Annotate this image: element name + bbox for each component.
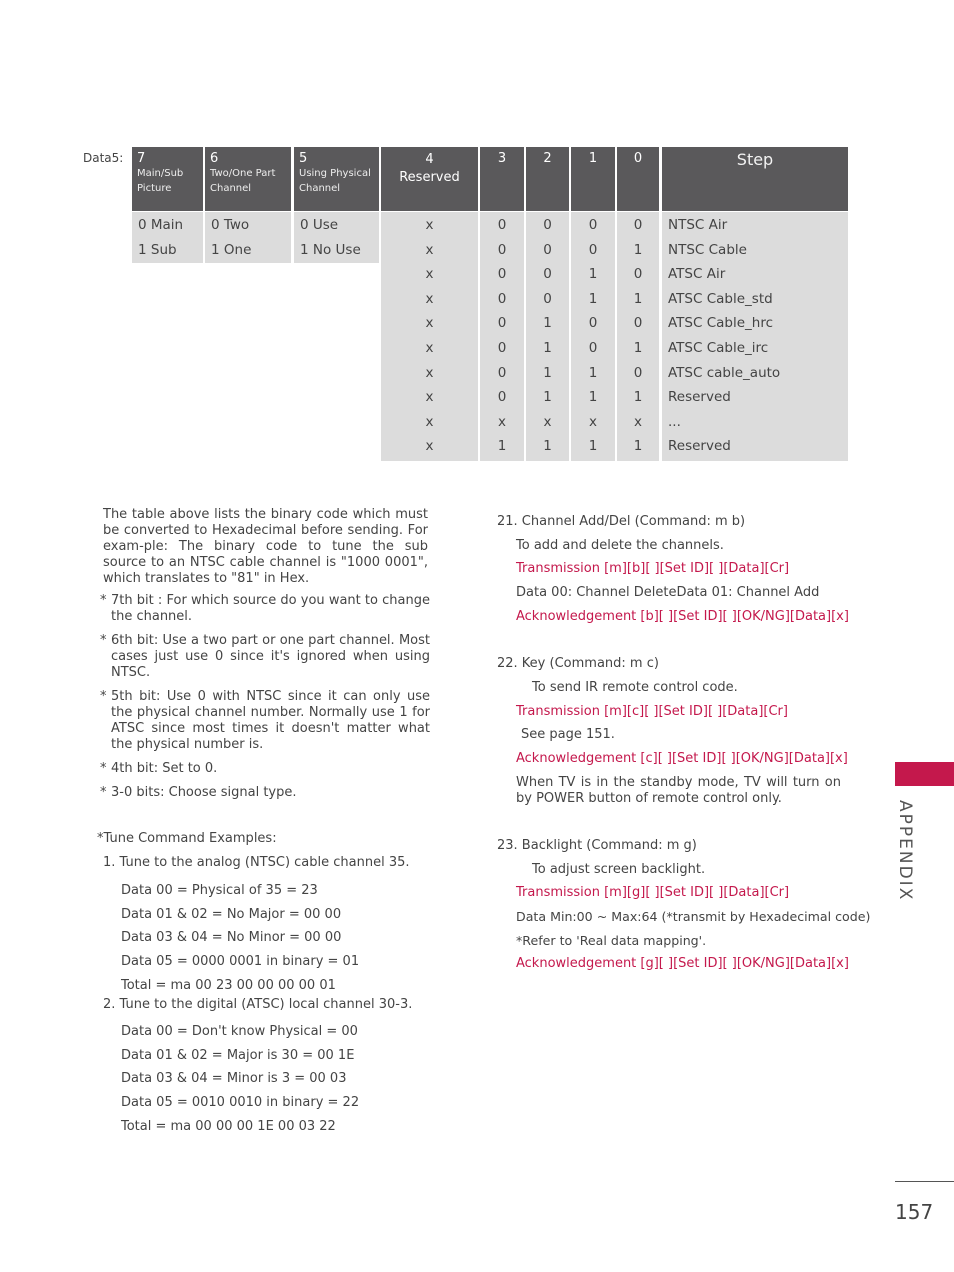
bit-note-text: 6th bit: Use a two part or one part channel. Most cases just use 0 since it's ignored when using NTSC.: [111, 633, 430, 680]
section-22-title: 22. Key (Command: m c): [497, 656, 659, 671]
example-2-lines: [121, 1020, 359, 1139]
table-cell: x: [425, 340, 434, 356]
table-header-bit: 7: [137, 151, 146, 166]
table-header-cell: [526, 147, 569, 211]
table-cell: 1: [588, 290, 598, 307]
table-cell: 1: [633, 438, 643, 455]
page-number: 157: [895, 1200, 934, 1224]
table-cell: x: [425, 315, 434, 332]
section-21-desc: To add and delete the channels.: [516, 538, 724, 553]
table-cell: ATSC Cable_std: [668, 290, 773, 307]
bit-note-text: 5th bit: Use 0 with NTSC since it can only use the physical channel number. Normally use 1 for ATSC since most times it doesn't matter what the physical number is.: [111, 689, 430, 752]
table-cell: 1: [588, 364, 598, 381]
table-cell: 0: [588, 315, 598, 332]
table-header-bit: 2: [543, 151, 552, 166]
table-cell: x: [425, 266, 434, 283]
table-header-cell: [381, 147, 478, 211]
example-1-title: 1. Tune to the analog (NTSC) cable channel 35.: [103, 855, 410, 870]
table-cell: 0: [543, 241, 552, 258]
table-cell: x: [634, 413, 642, 430]
section-23-ack: Acknowledgement [g][ ][Set ID][ ][OK/NG][Data][x]: [516, 956, 849, 971]
table-cell: 1 No Use: [300, 241, 361, 258]
section-21-transmission: Transmission [m][b][ ][Set ID][ ][Data][Cr]: [516, 561, 790, 576]
table-header-bit: 5: [299, 151, 308, 166]
table-cell: 1: [633, 241, 643, 258]
section-22-ack: Acknowledgement [c][ ][Set ID][ ][OK/NG][Data][x]: [516, 751, 848, 766]
example-line: Data 03 & 04 = No Minor = 00 00: [121, 930, 342, 946]
bit-note: * 7th bit : For which source do you want to change the channel.: [100, 593, 430, 624]
example-line: Data 05 = 0010 0010 in binary = 22: [121, 1095, 360, 1111]
bit-note-text: 4th bit: Set to 0.: [111, 761, 218, 776]
section-23-desc: To adjust screen backlight.: [532, 862, 706, 877]
table-cell: 1: [588, 266, 598, 283]
bit-note-text: 3-0 bits: Choose signal type.: [111, 785, 297, 800]
table-cell: 1: [588, 438, 598, 455]
example-line: Data 01 & 02 = Major is 30 = 00 1E: [121, 1047, 355, 1063]
table-cell: 0 Main: [138, 217, 184, 233]
table-cell: 0: [497, 340, 507, 356]
table-cell: 0: [497, 266, 507, 283]
table-header-cell: [294, 147, 379, 211]
table-cell: NTSC Air: [668, 217, 728, 233]
example-line: Data 01 & 02 = No Major = 00 00: [121, 906, 342, 922]
appendix-tab-bar: [895, 762, 954, 786]
example-line: Data 00 = Physical of 35 = 23: [121, 883, 318, 898]
table-cell: ATSC Cable_hrc: [668, 315, 774, 332]
bit-notes: [100, 593, 430, 801]
table-cell: 1: [633, 389, 643, 406]
bit-note-text: 7th bit : For which source do you want to change the channel.: [111, 593, 430, 624]
table-cell: 0 Use: [300, 217, 339, 233]
table-cell: 1: [543, 364, 552, 381]
table-header-cell: [205, 147, 291, 211]
table-header-label: Main/Sub Picture: [137, 168, 184, 194]
section-23-data: Data Min:00 ~ Max:64 (*transmit by Hexadecimal code): [516, 909, 871, 924]
appendix-tab-label: APPENDIX: [895, 800, 915, 902]
table-cell: 0: [633, 266, 643, 283]
table-cell: 1: [633, 340, 643, 356]
table-cell: 0: [543, 217, 552, 233]
table-cell: 0: [497, 364, 507, 381]
section-23-title: 23. Backlight (Command: m g): [497, 838, 697, 853]
table-header-label: Using Physical Channel: [299, 168, 371, 194]
example-1-lines: [121, 879, 359, 998]
table-cell: x: [425, 413, 434, 430]
section-22-desc: To send IR remote control code.: [532, 680, 738, 695]
table-cell: 1: [543, 315, 552, 332]
appendix-tab: [893, 800, 913, 910]
table-cell: 0: [588, 241, 598, 258]
example-line: Total = ma 00 00 00 1E 00 03 22: [121, 1118, 336, 1134]
table-cell: 0 Two: [211, 217, 250, 233]
table-cell: 1: [497, 438, 507, 455]
table-cell: x: [425, 290, 434, 307]
example-line: Data 00 = Don't know Physical = 00: [121, 1024, 358, 1039]
table-cell: 1: [633, 290, 643, 307]
example-line: Data 05 = 0000 0001 in binary = 01: [121, 954, 360, 970]
table-header-cell: [571, 147, 615, 211]
table-cell: 1: [543, 389, 552, 406]
table-cell: ...: [668, 413, 681, 430]
page-number-rule: [895, 1181, 954, 1182]
table-header-bit: 4: [425, 152, 434, 167]
table-header-bit: 6: [210, 151, 219, 166]
table-cell: 0: [633, 364, 643, 381]
section-22-note: When TV is in the standby mode, TV will turn on by POWER button of remote control only.: [516, 775, 841, 806]
table-cell: x: [425, 364, 434, 381]
table-cell: x: [425, 241, 434, 258]
bit-note: * 6th bit: Use a two part or one part channel. Most cases just use 0 since it's ignored when using NTSC.: [100, 633, 430, 680]
table-cell: 0: [497, 217, 507, 233]
table-cell: 0: [633, 315, 643, 332]
table-cell: 1: [543, 438, 552, 455]
table-cell: 0: [588, 340, 598, 356]
example-line: Total = ma 00 23 00 00 00 00 01: [121, 977, 336, 993]
table-cell: ATSC cable_auto: [668, 364, 781, 381]
table-header-label: Two/One Part Channel: [210, 168, 276, 194]
table-cell: Reserved: [668, 389, 731, 406]
table-cell: 0: [497, 290, 507, 307]
table-cell: x: [425, 438, 434, 455]
table-cell: 0: [633, 217, 643, 233]
example-line: Data 03 & 04 = Minor is 3 = 00 03: [121, 1071, 347, 1087]
section-23-transmission: Transmission [m][g][ ][Set ID][ ][Data][Cr]: [516, 885, 790, 900]
table-cell: 1: [543, 340, 552, 356]
section-23-ref: *Refer to 'Real data mapping'.: [516, 933, 707, 948]
table-cell: Reserved: [668, 438, 731, 455]
table-cell: x: [425, 217, 434, 233]
table-header-cell: [662, 147, 848, 211]
table-header-bit: Step: [736, 150, 774, 169]
table-cell: 0: [543, 266, 552, 283]
table-header-bit: 0: [633, 151, 643, 166]
table-header-bit: 1: [588, 151, 598, 166]
table-cell: NTSC Cable: [668, 241, 747, 258]
table-cell: ATSC Air: [668, 266, 726, 283]
table-cell: x: [589, 413, 597, 430]
section-21-ack: Acknowledgement [b][ ][Set ID][ ][OK/NG][Data][x]: [516, 609, 849, 624]
example-2-title: 2. Tune to the digital (ATSC) local channel 30-3.: [103, 997, 413, 1012]
table-cell: 0: [497, 315, 507, 332]
section-22-see-page: See page 151.: [521, 727, 615, 742]
tune-examples-title: *Tune Command Examples:: [97, 831, 277, 846]
bit-note: * 5th bit: Use 0 with NTSC since it can only use the physical channel number. Normally use 1 for ATSC since most times it doesn't matter what the physical number is.: [100, 689, 430, 752]
table-cell: 1 Sub: [138, 241, 177, 258]
section-21-data: Data 00: Channel DeleteData 01: Channel Add: [516, 585, 820, 600]
section-22-transmission: Transmission [m][c][ ][Set ID][ ][Data][Cr]: [516, 704, 788, 719]
intro-paragraph: The table above lists the binary code which must be converted to Hexadecimal before sending. For exam-ple: The binary code to tune the sub source to an NTSC cable channel is "1000 0001", which translates to "81" in Hex.: [103, 507, 428, 586]
table-cell: 0: [497, 389, 507, 406]
table-header-label: Reserved: [399, 170, 460, 185]
table-header-cell: [480, 147, 524, 211]
table-cell: x: [498, 413, 506, 430]
table-cell: 0: [588, 217, 598, 233]
table-header-bit: 3: [497, 151, 507, 166]
table-cell: x: [543, 413, 552, 430]
table-cell: ATSC Cable_irc: [668, 340, 769, 356]
table-header-cell: [132, 147, 203, 211]
table-cell: 1: [588, 389, 598, 406]
section-21-title: 21. Channel Add/Del (Command: m b): [497, 514, 746, 529]
bit-note: * 3-0 bits: Choose signal type.: [100, 785, 430, 801]
table-header-cell: [617, 147, 659, 211]
table-cell: x: [425, 389, 434, 406]
table-cell: 1 One: [211, 241, 252, 258]
data5-label: Data5:: [83, 151, 124, 165]
bit-note: * 4th bit: Set to 0.: [100, 761, 430, 777]
table-cell: 0: [497, 241, 507, 258]
table-cell: 0: [543, 290, 552, 307]
